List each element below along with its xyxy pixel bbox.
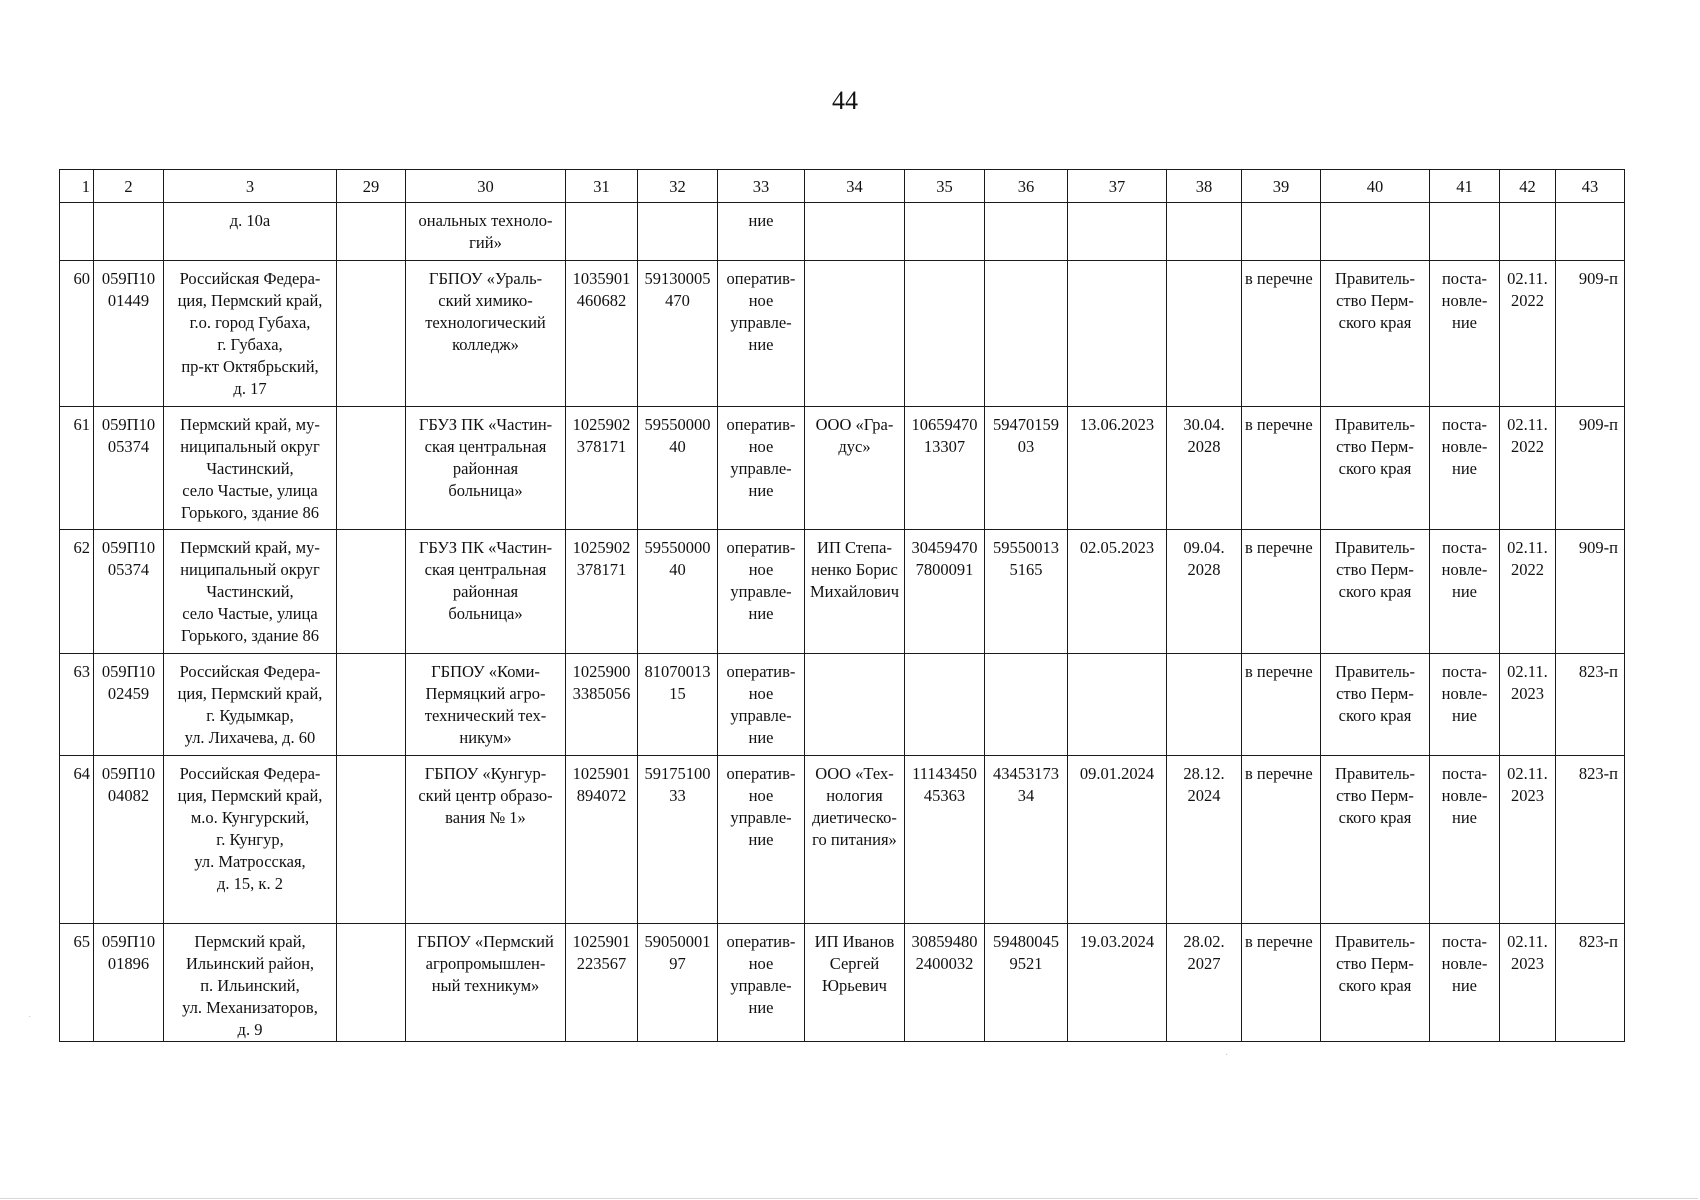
table-cell: оператив- ное управле- ние bbox=[718, 530, 805, 654]
table-cell: Правитель- ство Перм- ского края bbox=[1321, 756, 1430, 924]
table-cell: Правитель- ство Перм- ского края bbox=[1321, 530, 1430, 654]
table-cell: 59550000 40 bbox=[638, 407, 718, 530]
table-cell: 059П10 05374 bbox=[94, 530, 164, 654]
header-cell: 36 bbox=[985, 170, 1068, 203]
table-cell: Российская Федера- ция, Пермский край, м.о. Кунгурский, г. Кунгур, ул. Матросская, д. 15, к. 2 bbox=[164, 756, 337, 924]
table-cell: оператив- ное управле- ние bbox=[718, 654, 805, 756]
table-cell: Пермский край, му- ниципальный округ Частинский, село Частые, улица Горького, здание 86 bbox=[164, 407, 337, 530]
table-cell: поста- новле- ние bbox=[1430, 530, 1500, 654]
table-cell bbox=[985, 261, 1068, 407]
row-number-cell: 65 bbox=[60, 924, 94, 1042]
table-cell: оператив- ное управле- ние bbox=[718, 924, 805, 1042]
table-cell bbox=[337, 756, 406, 924]
table-cell bbox=[1500, 203, 1556, 261]
table-cell: 823-п bbox=[1556, 924, 1625, 1042]
table-cell: в перечне bbox=[1242, 756, 1321, 924]
table-cell: ИП Иванов Сергей Юрьевич bbox=[805, 924, 905, 1042]
table-cell: в перечне bbox=[1242, 924, 1321, 1042]
register-table bbox=[59, 169, 1625, 1042]
table-cell bbox=[60, 203, 94, 261]
table-cell bbox=[566, 203, 638, 261]
table-cell: поста- новле- ние bbox=[1430, 407, 1500, 530]
header-cell: 39 bbox=[1242, 170, 1321, 203]
table-cell: ональных техноло- гий» bbox=[406, 203, 566, 261]
table-cell: 02.11. 2022 bbox=[1500, 261, 1556, 407]
table-cell: 28.02. 2027 bbox=[1167, 924, 1242, 1042]
table-cell bbox=[94, 203, 164, 261]
table-cell: 59550000 40 bbox=[638, 530, 718, 654]
table-cell: 1025902 378171 bbox=[566, 407, 638, 530]
table-cell: 059П10 04082 bbox=[94, 756, 164, 924]
table-cell: Правитель- ство Перм- ского края bbox=[1321, 654, 1430, 756]
table-cell: 30459470 7800091 bbox=[905, 530, 985, 654]
table-cell: 59480045 9521 bbox=[985, 924, 1068, 1042]
header-cell: 30 bbox=[406, 170, 566, 203]
table-cell bbox=[1556, 203, 1625, 261]
header-cell: 31 bbox=[566, 170, 638, 203]
table-cell bbox=[1068, 203, 1167, 261]
table-cell bbox=[1167, 203, 1242, 261]
table-row bbox=[60, 261, 1625, 407]
header-cell: 38 bbox=[1167, 170, 1242, 203]
table-cell: ГБУЗ ПК «Частин- ская центральная районная больница» bbox=[406, 407, 566, 530]
table-cell: 909-п bbox=[1556, 261, 1625, 407]
header-cell: 35 bbox=[905, 170, 985, 203]
table-cell bbox=[905, 203, 985, 261]
header-cell: 3 bbox=[164, 170, 337, 203]
table-row bbox=[60, 654, 1625, 756]
table-cell: Правитель- ство Перм- ского края bbox=[1321, 407, 1430, 530]
table-cell: 59550013 5165 bbox=[985, 530, 1068, 654]
table-cell: Российская Федера- ция, Пермский край, г.о. город Губаха, г. Губаха, пр-кт Октябрьский, д. 17 bbox=[164, 261, 337, 407]
table-cell: оператив- ное управле- ние bbox=[718, 407, 805, 530]
table-cell bbox=[337, 203, 406, 261]
table-cell: 28.12. 2024 bbox=[1167, 756, 1242, 924]
table-cell: в перечне bbox=[1242, 530, 1321, 654]
table-row bbox=[60, 530, 1625, 654]
table-cell bbox=[1167, 654, 1242, 756]
table-cell: 823-п bbox=[1556, 654, 1625, 756]
table-row bbox=[60, 924, 1625, 1042]
header-cell: 41 bbox=[1430, 170, 1500, 203]
table-cell: в перечне bbox=[1242, 407, 1321, 530]
header-row bbox=[60, 170, 1625, 203]
table-cell: 1025902 378171 bbox=[566, 530, 638, 654]
table-cell: Правитель- ство Перм- ского края bbox=[1321, 924, 1430, 1042]
table-cell bbox=[638, 203, 718, 261]
scan-mark: · bbox=[28, 1012, 32, 1023]
table-cell: поста- новле- ние bbox=[1430, 654, 1500, 756]
table-cell bbox=[985, 654, 1068, 756]
table-cell: 19.03.2024 bbox=[1068, 924, 1167, 1042]
table-cell: ИП Степа- ненко Борис Михайлович bbox=[805, 530, 905, 654]
table-cell: поста- новле- ние bbox=[1430, 261, 1500, 407]
table-cell: 059П10 02459 bbox=[94, 654, 164, 756]
table-cell: Пермский край, Ильинский район, п. Ильинский, ул. Механизаторов, д. 9 bbox=[164, 924, 337, 1042]
table-cell: Пермский край, му- ниципальный округ Частинский, село Частые, улица Горького, здание 86 bbox=[164, 530, 337, 654]
table-cell: 59050001 97 bbox=[638, 924, 718, 1042]
table-cell: 02.11. 2023 bbox=[1500, 756, 1556, 924]
table-cell: 59130005 470 bbox=[638, 261, 718, 407]
table-cell bbox=[805, 654, 905, 756]
table-cell: 1025901 894072 bbox=[566, 756, 638, 924]
table-cell: ГБПОУ «Кунгур- ский центр образо- вания № 1» bbox=[406, 756, 566, 924]
header-cell: 1 bbox=[60, 170, 94, 203]
table-cell bbox=[1068, 654, 1167, 756]
table-cell bbox=[905, 654, 985, 756]
row-number-cell: 60 bbox=[60, 261, 94, 407]
scan-mark: · bbox=[1225, 1050, 1229, 1061]
table-cell: в перечне bbox=[1242, 654, 1321, 756]
header-cell: 43 bbox=[1556, 170, 1625, 203]
table-cell: Российская Федера- ция, Пермский край, г. Кудымкар, ул. Лихачева, д. 60 bbox=[164, 654, 337, 756]
table-cell: д. 10а bbox=[164, 203, 337, 261]
table-cell: оператив- ное управле- ние bbox=[718, 756, 805, 924]
table-cell: ГБПОУ «Пермский агропромышлен- ный техникум» bbox=[406, 924, 566, 1042]
table-cell bbox=[905, 261, 985, 407]
table-cell: 909-п bbox=[1556, 407, 1625, 530]
table-cell bbox=[1167, 261, 1242, 407]
table-row bbox=[60, 756, 1625, 924]
table-cell bbox=[1068, 261, 1167, 407]
page-number: 44 bbox=[832, 86, 858, 115]
table-cell: 1025901 223567 bbox=[566, 924, 638, 1042]
table-cell: 30.04. 2028 bbox=[1167, 407, 1242, 530]
table-cell: 823-п bbox=[1556, 756, 1625, 924]
table-cell: 909-п bbox=[1556, 530, 1625, 654]
table-cell: 81070013 15 bbox=[638, 654, 718, 756]
table-cell bbox=[337, 407, 406, 530]
table-cell bbox=[1430, 203, 1500, 261]
row-number-cell: 64 bbox=[60, 756, 94, 924]
header-cell: 33 bbox=[718, 170, 805, 203]
table-cell: поста- новле- ние bbox=[1430, 924, 1500, 1042]
table-cell: 02.11. 2023 bbox=[1500, 654, 1556, 756]
table-cell: 59470159 03 bbox=[985, 407, 1068, 530]
header-cell: 37 bbox=[1068, 170, 1167, 203]
header-cell: 40 bbox=[1321, 170, 1430, 203]
table-cell: ГБУЗ ПК «Частин- ская центральная районная больница» bbox=[406, 530, 566, 654]
row-number-cell: 63 bbox=[60, 654, 94, 756]
table-cell bbox=[337, 924, 406, 1042]
header-cell: 29 bbox=[337, 170, 406, 203]
table-cell: 13.06.2023 bbox=[1068, 407, 1167, 530]
table-cell: 30859480 2400032 bbox=[905, 924, 985, 1042]
table-cell: 09.01.2024 bbox=[1068, 756, 1167, 924]
table-cell: ООО «Тех- нология диетическо- го питания» bbox=[805, 756, 905, 924]
table-cell: 10659470 13307 bbox=[905, 407, 985, 530]
row-number-cell: 61 bbox=[60, 407, 94, 530]
table-cell: 09.04. 2028 bbox=[1167, 530, 1242, 654]
table-cell: ООО «Гра- дус» bbox=[805, 407, 905, 530]
table-cell bbox=[805, 261, 905, 407]
header-cell: 42 bbox=[1500, 170, 1556, 203]
table-cell bbox=[337, 261, 406, 407]
table-cell: 059П10 01896 bbox=[94, 924, 164, 1042]
table-cell bbox=[805, 203, 905, 261]
header-cell: 32 bbox=[638, 170, 718, 203]
table-cell: 059П10 05374 bbox=[94, 407, 164, 530]
table-cell: 02.11. 2023 bbox=[1500, 924, 1556, 1042]
table-cell: 02.11. 2022 bbox=[1500, 530, 1556, 654]
table-cell: 11143450 45363 bbox=[905, 756, 985, 924]
table-cell bbox=[1242, 203, 1321, 261]
header-cell: 34 bbox=[805, 170, 905, 203]
table-cell: оператив- ное управле- ние bbox=[718, 261, 805, 407]
table-cell bbox=[985, 203, 1068, 261]
row-number-cell: 62 bbox=[60, 530, 94, 654]
table-cell bbox=[337, 654, 406, 756]
table-cell bbox=[1321, 203, 1430, 261]
table-cell: ГБПОУ «Ураль- ский химико- технологический колледж» bbox=[406, 261, 566, 407]
table-cell: в перечне bbox=[1242, 261, 1321, 407]
continued-row bbox=[60, 203, 1625, 261]
table-cell: 1035901 460682 bbox=[566, 261, 638, 407]
table-cell: 59175100 33 bbox=[638, 756, 718, 924]
table-cell: 43453173 34 bbox=[985, 756, 1068, 924]
table-cell: 02.05.2023 bbox=[1068, 530, 1167, 654]
table-cell: ГБПОУ «Коми- Пермяцкий агро- технический тех- никум» bbox=[406, 654, 566, 756]
table-row bbox=[60, 407, 1625, 530]
table-cell: Правитель- ство Перм- ского края bbox=[1321, 261, 1430, 407]
table-cell: ние bbox=[718, 203, 805, 261]
table-cell: 1025900 3385056 bbox=[566, 654, 638, 756]
table-cell: поста- новле- ние bbox=[1430, 756, 1500, 924]
table-cell bbox=[337, 530, 406, 654]
table-cell: 02.11. 2022 bbox=[1500, 407, 1556, 530]
header-cell: 2 bbox=[94, 170, 164, 203]
table-cell: 059П10 01449 bbox=[94, 261, 164, 407]
